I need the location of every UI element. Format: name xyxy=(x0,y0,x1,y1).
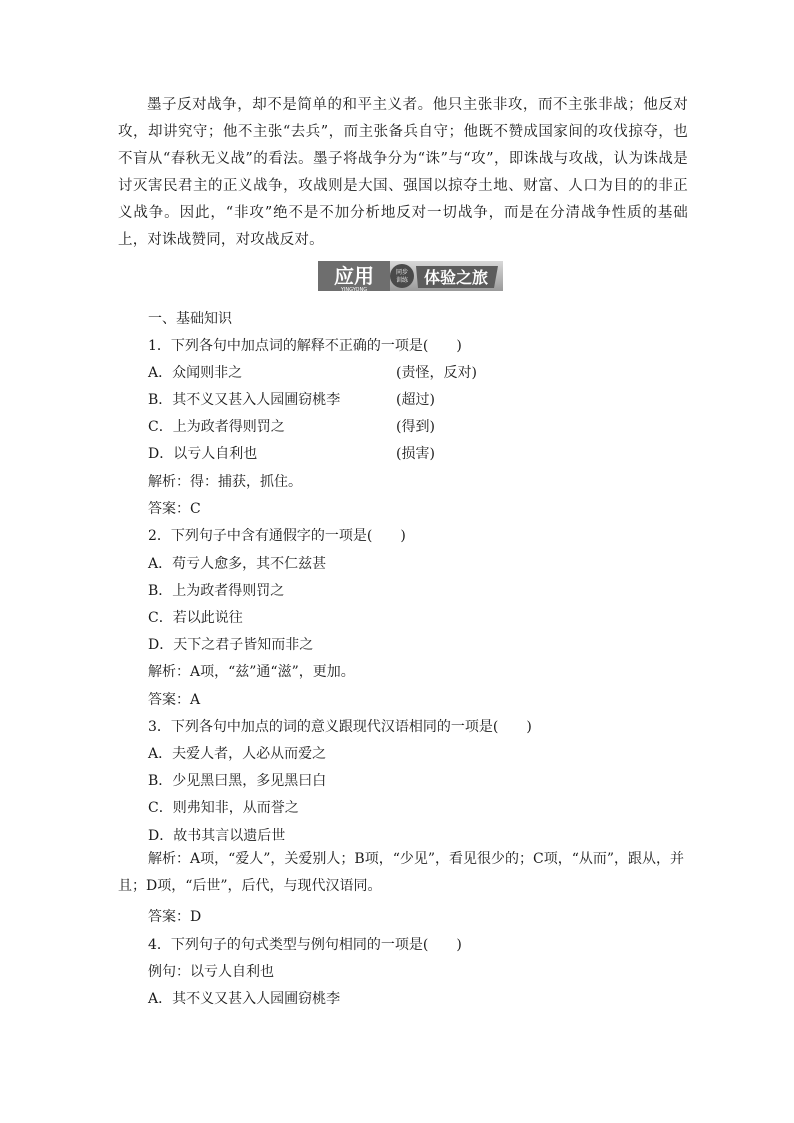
q1-option-c: C．上为政者得则罚之 xyxy=(148,419,285,435)
banner-main-text: 应用 xyxy=(334,264,374,288)
q1-option-a: A．众闻则非之 xyxy=(148,365,243,381)
q2-stem: 2．下列句子中含有通假字的一项是( ) xyxy=(148,528,406,544)
q1-answer: 答案：C xyxy=(148,501,201,517)
q1-analysis: 解析：得：捕获，抓住。 xyxy=(148,474,302,490)
q2-option-c: C．若以此说往 xyxy=(148,610,243,626)
section-title: 一、基础知识 xyxy=(148,311,232,327)
q4-option-a: A．其不义又甚入人园圃窃桃李 xyxy=(148,991,341,1007)
q3-analysis: 解析：A项，“爱人”，关爱别人；B项，“少见”，看见很少的；C项，“从而”，跟从，并且；D项，“后世”，后代，与现代汉语同。 xyxy=(118,851,685,894)
q1-stem: 1．下列各句中加点词的解释不正确的一项是( ) xyxy=(148,338,462,354)
q3-answer: 答案：D xyxy=(148,909,202,925)
q1-option-d: D．以亏人自利也 xyxy=(148,446,258,462)
banner-badge-circle xyxy=(390,264,414,288)
q2-option-d: D．天下之君子皆知而非之 xyxy=(148,637,314,653)
intro-paragraph: 墨子反对战争，却不是简单的和平主义者。他只主张非攻，而不主张非战；他反对攻，却讲究守；他不主张“去兵”，而主张备兵自守；他既不赞成国家间的攻伐掠夺，也不盲从“春秋无义战”的看法。墨子将战争分为“诛”与“攻”，即诛战与攻战，认为诛战是讨灭害民君主的正义战争，攻战则是大国、强国以掠夺土地、财富、人口为目的的非正义战争。因此，“非攻”绝不是不加分析地反对一切战争，而是在分清战争性质的基础上，对诛战赞同，对攻战反对。 xyxy=(118,97,688,248)
q3-option-b: B．少见黑曰黑，多见黑曰白 xyxy=(148,773,327,789)
q2-analysis: 解析：A项，“兹”通“滋”，更加。 xyxy=(148,664,355,680)
section-banner xyxy=(318,258,503,294)
q2-option-b: B．上为政者得则罚之 xyxy=(148,583,285,599)
banner-tail-text: 体验之旅 xyxy=(423,268,489,287)
q2-answer: 答案：A xyxy=(148,692,201,708)
q1-option-c-gloss: (得到) xyxy=(396,419,435,435)
q3-stem: 3．下列各句中加点的词的意义跟现代汉语相同的一项是( ) xyxy=(148,719,532,735)
q3-option-c: C．则弗知非，从而誉之 xyxy=(148,800,299,816)
q4-stem: 4．下列句子的句式类型与例句相同的一项是( ) xyxy=(148,937,462,953)
q1-option-b: B．其不义又甚入人园圃窃桃李 xyxy=(148,392,341,408)
q1-option-a-gloss: (责怪，反对) xyxy=(396,365,477,381)
q3-option-d: D．故书其言以遗后世 xyxy=(148,828,286,844)
q4-example: 例句：以亏人自利也 xyxy=(148,964,274,980)
q2-option-a: A．苟亏人愈多，其不仁兹甚 xyxy=(148,556,327,572)
banner-pinyin: YINGYONG xyxy=(340,287,368,293)
q3-option-a: A．夫爱人者，人必从而爱之 xyxy=(148,746,327,762)
q1-option-b-gloss: (超过) xyxy=(396,392,435,408)
banner-badge-top: 同步 xyxy=(395,269,409,276)
q1-option-d-gloss: (损害) xyxy=(396,446,435,462)
banner-badge-bottom: 训练 xyxy=(395,277,409,284)
